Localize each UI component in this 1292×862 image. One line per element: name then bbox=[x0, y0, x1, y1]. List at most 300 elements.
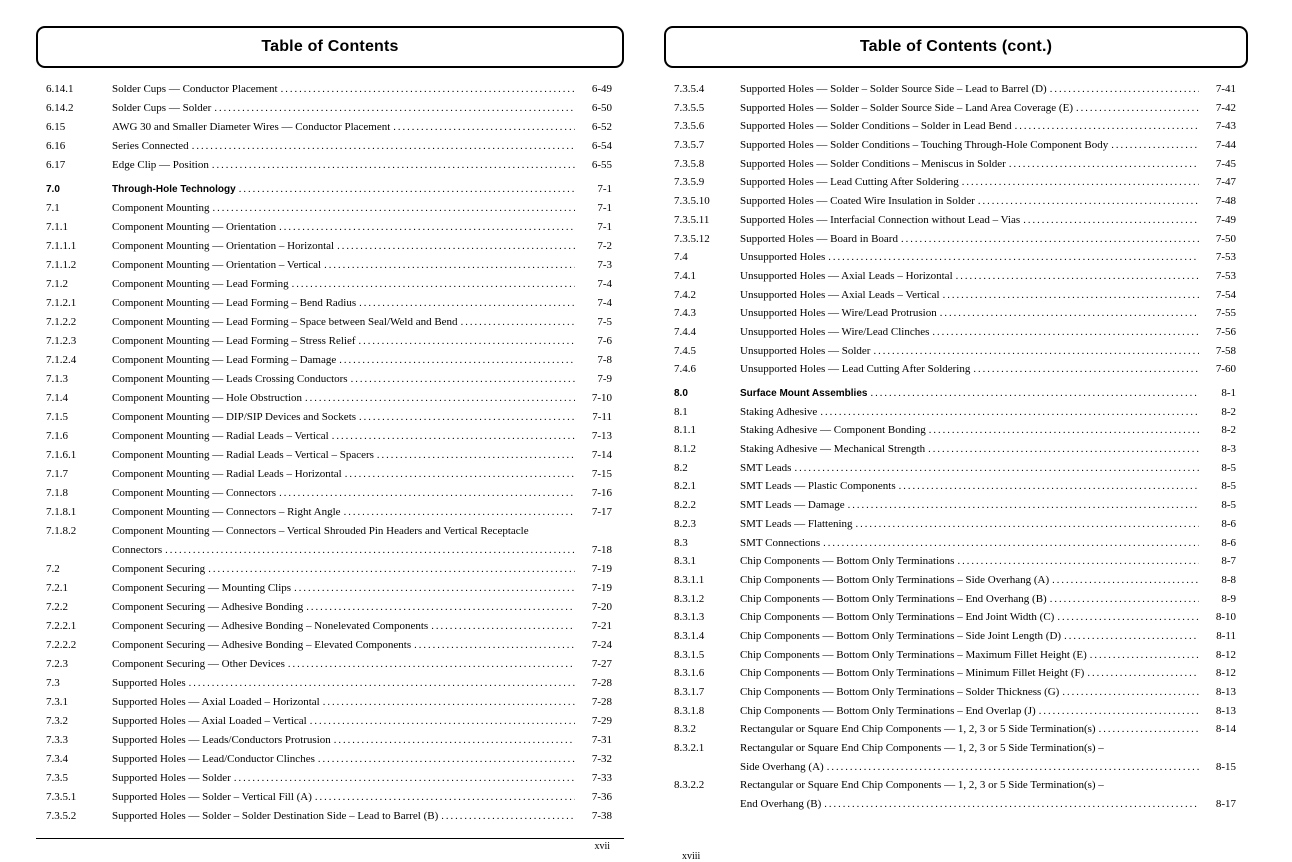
dot-leader bbox=[1099, 720, 1199, 740]
toc-entry-number: 7.2.2.2 bbox=[46, 639, 77, 651]
dot-leader bbox=[940, 304, 1199, 324]
toc-entry-page: 7-19 bbox=[591, 582, 612, 594]
toc-entry-page: 8-12 bbox=[1215, 648, 1236, 661]
toc-entry bbox=[674, 515, 1236, 534]
toc-entry-title: Solder Cups — Solder bbox=[112, 102, 212, 114]
toc-entry-number: 7.4.4 bbox=[674, 325, 696, 338]
toc-entry bbox=[46, 156, 612, 175]
toc-entry-number: 7.3.3 bbox=[46, 734, 68, 746]
dot-leader bbox=[978, 192, 1199, 212]
toc-entry-title: AWG 30 and Smaller Diameter Wires — Conductor Placement bbox=[112, 121, 391, 133]
toc-entry bbox=[46, 617, 612, 636]
toc-entry-page: 8-11 bbox=[1216, 629, 1236, 642]
toc-entry bbox=[46, 465, 612, 484]
toc-entry-title: Unsupported Holes — Axial Leads – Horizontal bbox=[740, 269, 953, 282]
toc-entry-page: 7-48 bbox=[1215, 195, 1236, 208]
toc-entry bbox=[674, 323, 1236, 342]
dot-leader bbox=[377, 446, 575, 465]
dot-leader bbox=[1052, 571, 1199, 591]
toc-entry-number: 7.4.3 bbox=[674, 307, 696, 320]
toc-entry-title: Chip Components — Bottom Only Terminations – Side Overhang (A) bbox=[740, 573, 1050, 586]
toc-entry-title: Chip Components — Bottom Only Terminations – Minimum Fillet Height (F) bbox=[740, 667, 1085, 680]
toc-entry-number: 8.3.2 bbox=[674, 723, 696, 736]
page-title: Table of Contents bbox=[36, 26, 624, 68]
toc-entry-number: 7.1.2 bbox=[46, 278, 68, 290]
toc-entry-number: 6.17 bbox=[46, 159, 66, 171]
toc-entry bbox=[46, 769, 612, 788]
dot-leader bbox=[901, 230, 1199, 250]
toc-entry-page: 6-50 bbox=[591, 102, 612, 114]
toc-entry bbox=[46, 137, 612, 156]
toc-entry-number: 8.3.1.3 bbox=[674, 611, 705, 624]
page-number-right: xviii bbox=[682, 851, 701, 862]
toc-entry-title: Component Mounting — Connectors – Right Angle bbox=[112, 506, 341, 518]
toc-entry-page: 7-28 bbox=[591, 696, 612, 708]
toc-entry-page: 8-7 bbox=[1221, 555, 1236, 568]
toc-entry bbox=[674, 646, 1236, 665]
dot-leader bbox=[234, 769, 575, 788]
toc-entry-title: Unsupported Holes — Wire/Lead Protrusion bbox=[740, 307, 937, 320]
toc-entry-page: 7-54 bbox=[1215, 288, 1236, 301]
toc-entry bbox=[674, 608, 1236, 627]
toc-entry-title: SMT Leads — Damage bbox=[740, 499, 845, 512]
dot-leader bbox=[212, 199, 575, 218]
toc-entry-number: 8.3.1.4 bbox=[674, 629, 705, 642]
toc-entry-number: 7.2.1 bbox=[46, 582, 68, 594]
page-title-cont: Table of Contents (cont.) bbox=[664, 26, 1248, 68]
toc-entry bbox=[46, 807, 612, 826]
toc-entry bbox=[46, 199, 612, 218]
toc-entry-number: 7.1 bbox=[46, 202, 60, 214]
dot-leader bbox=[359, 332, 575, 351]
toc-entry-number: 7.1.8.2 bbox=[46, 525, 77, 537]
toc-entry-title: Staking Adhesive bbox=[740, 405, 818, 418]
dot-leader bbox=[318, 750, 575, 769]
toc-entry-title: Chip Components — Bottom Only Terminations – End Joint Width (C) bbox=[740, 611, 1055, 624]
toc-page-left bbox=[36, 26, 624, 826]
toc-entry bbox=[46, 332, 612, 351]
toc-entry-number: 7.1.8.1 bbox=[46, 506, 77, 518]
toc-entry-number: 6.14.2 bbox=[46, 102, 74, 114]
toc-entry bbox=[674, 683, 1236, 702]
toc-entry bbox=[674, 117, 1236, 136]
toc-entry bbox=[674, 304, 1236, 323]
dot-leader bbox=[1076, 99, 1199, 119]
toc-entry-page: 8-5 bbox=[1221, 461, 1236, 474]
toc-entry-page: 7-20 bbox=[591, 601, 612, 613]
toc-entry-number: 7.3.5.8 bbox=[674, 157, 705, 170]
toc-entry-page: 8-15 bbox=[1215, 760, 1236, 773]
toc-entry-title: Through-Hole Technology bbox=[112, 184, 236, 195]
toc-entry bbox=[46, 294, 612, 313]
toc-entry bbox=[674, 211, 1236, 230]
toc-entry bbox=[674, 627, 1236, 646]
toc-entry bbox=[674, 477, 1236, 496]
toc-entry-number: 8.3.1.8 bbox=[674, 704, 705, 717]
toc-entry-number: 7.1.2.3 bbox=[46, 335, 77, 347]
toc-entry-page: 7-18 bbox=[591, 544, 612, 556]
toc-entry-title: Connectors bbox=[112, 544, 163, 556]
toc-entry-title: SMT Connections bbox=[740, 536, 821, 549]
toc-entry-number: 7.2.2 bbox=[46, 601, 68, 613]
toc-entry-page: 6-54 bbox=[591, 140, 612, 152]
dot-leader bbox=[1009, 155, 1199, 175]
dot-leader bbox=[359, 294, 575, 313]
toc-entry-title: Supported Holes — Solder bbox=[112, 772, 231, 784]
toc-entry-title: Supported Holes — Interfacial Connection without Lead – Vias bbox=[740, 213, 1021, 226]
toc-entry-page: 8-17 bbox=[1215, 798, 1236, 811]
toc-entry-page: 7-43 bbox=[1215, 120, 1236, 133]
toc-entry-title: Rectangular or Square End Chip Components — 1, 2, 3 or 5 Side Termination(s) bbox=[740, 723, 1096, 736]
toc-entry-page: 8-6 bbox=[1221, 517, 1236, 530]
toc-entry-number: 8.0 bbox=[674, 388, 688, 399]
toc-entry-title: Unsupported Holes — Wire/Lead Clinches bbox=[740, 325, 930, 338]
toc-entry-page: 7-47 bbox=[1215, 176, 1236, 189]
dot-leader bbox=[359, 408, 575, 427]
dot-leader bbox=[932, 323, 1199, 343]
toc-entry-page: 7-56 bbox=[1215, 325, 1236, 338]
toc-entry bbox=[46, 118, 612, 137]
toc-entry-page: 7-27 bbox=[591, 658, 612, 670]
toc-entry bbox=[674, 496, 1236, 515]
toc-entry-number: 7.0 bbox=[46, 184, 60, 195]
toc-entry-number: 7.1.2.4 bbox=[46, 354, 77, 366]
toc-entry-page: 8-9 bbox=[1221, 592, 1236, 605]
dot-leader bbox=[344, 503, 575, 522]
toc-entry-title: Rectangular or Square End Chip Components — 1, 2, 3 or 5 Side Termination(s) – bbox=[740, 742, 1104, 755]
toc-entry bbox=[674, 590, 1236, 609]
dot-leader bbox=[856, 515, 1199, 535]
toc-entry-page: 8-14 bbox=[1215, 723, 1236, 736]
dot-leader bbox=[956, 267, 1199, 287]
toc-entry-title: Component Mounting — Lead Forming – Space between Seal/Weld and Bend bbox=[112, 316, 458, 328]
dot-leader bbox=[214, 99, 575, 118]
toc-entry-page: 7-33 bbox=[591, 772, 612, 784]
dot-leader bbox=[1062, 683, 1199, 703]
toc-entry-title: Supported Holes — Solder – Solder Source Side – Lead to Barrel (D) bbox=[740, 83, 1047, 95]
toc-entry bbox=[46, 370, 612, 389]
toc-entry-page: 7-24 bbox=[591, 639, 612, 651]
toc-entry-title: Unsupported Holes — Solder bbox=[740, 344, 871, 357]
toc-entry-number: 7.4.1 bbox=[674, 269, 696, 282]
dot-leader bbox=[345, 465, 575, 484]
toc-entry bbox=[46, 80, 612, 99]
toc-entry-page: 7-28 bbox=[591, 677, 612, 689]
toc-entry-number: 7.3.5.11 bbox=[674, 213, 710, 226]
toc-entry-title: Supported Holes — Coated Wire Insulation in Solder bbox=[740, 195, 975, 208]
toc-entry-number: 7.1.8 bbox=[46, 487, 68, 499]
toc-entry-number: 7.1.7 bbox=[46, 468, 68, 480]
toc-list bbox=[36, 80, 624, 826]
dot-leader bbox=[873, 342, 1199, 362]
toc-entry bbox=[674, 248, 1236, 267]
toc-entry-title: Component Mounting — Hole Obstruction bbox=[112, 392, 303, 404]
toc-entry-number: 7.1.1.1 bbox=[46, 240, 77, 252]
toc-entry-title: End Overhang (B) bbox=[740, 798, 822, 811]
toc-entry-title: Component Mounting — Connectors bbox=[112, 487, 277, 499]
toc-entry-number: 8.2.3 bbox=[674, 517, 696, 530]
toc-entry-page: 7-19 bbox=[591, 563, 612, 575]
toc-entry-title: Series Connected bbox=[112, 140, 189, 152]
dot-leader bbox=[339, 351, 575, 370]
dot-leader bbox=[281, 80, 575, 99]
toc-entry-title: Component Mounting — Orientation – Horizontal bbox=[112, 240, 335, 252]
toc-entry-number: 7.1.1 bbox=[46, 221, 68, 233]
toc-entry-page: 8-6 bbox=[1221, 536, 1236, 549]
toc-entry-number: 8.3.2.2 bbox=[674, 779, 705, 792]
toc-entry-page: 7-41 bbox=[1215, 83, 1236, 95]
toc-entry-number: 7.1.1.2 bbox=[46, 259, 77, 271]
toc-entry-title: Component Mounting — Lead Forming – Stress Relief bbox=[112, 335, 356, 347]
toc-entry bbox=[46, 674, 612, 693]
toc-entry-page: 7-8 bbox=[597, 354, 612, 366]
dot-leader bbox=[212, 156, 575, 175]
toc-entry bbox=[674, 534, 1236, 553]
toc-entry bbox=[674, 384, 1236, 403]
dot-leader bbox=[337, 237, 575, 256]
toc-entry-page: 7-45 bbox=[1215, 157, 1236, 170]
toc-entry-title: Unsupported Holes bbox=[740, 251, 826, 264]
toc-entry-page: 7-58 bbox=[1215, 344, 1236, 357]
toc-page-right bbox=[664, 26, 1248, 814]
dot-leader bbox=[288, 655, 575, 674]
toc-entry-number: 7.3.5.7 bbox=[674, 139, 705, 152]
toc-entry-number: 7.3.5.4 bbox=[674, 83, 705, 95]
toc-entry bbox=[46, 408, 612, 427]
toc-entry-page: 7-44 bbox=[1215, 139, 1236, 152]
toc-entry-number: 7.1.5 bbox=[46, 411, 68, 423]
toc-entry-page: 7-17 bbox=[591, 506, 612, 518]
dot-leader bbox=[1050, 80, 1199, 100]
toc-entry-title: Supported Holes — Axial Loaded – Horizontal bbox=[112, 696, 320, 708]
toc-entry-title: SMT Leads — Plastic Components bbox=[740, 480, 896, 493]
toc-entry-number: 8.3.1.5 bbox=[674, 648, 705, 661]
dot-leader bbox=[1050, 590, 1199, 610]
toc-entry-title: Chip Components — Bottom Only Terminations bbox=[740, 555, 955, 568]
toc-entry-page: 7-10 bbox=[591, 392, 612, 404]
toc-entry-page: 6-55 bbox=[591, 159, 612, 171]
dot-leader bbox=[165, 541, 575, 560]
toc-entry-title: Component Mounting — Orientation – Vertical bbox=[112, 259, 322, 271]
toc-entry-title: Unsupported Holes — Lead Cutting After Soldering bbox=[740, 363, 971, 376]
dot-leader bbox=[393, 118, 575, 137]
toc-entry-page: 8-13 bbox=[1215, 686, 1236, 698]
toc-entry-page: 7-2 bbox=[597, 240, 612, 252]
toc-entry-title: SMT Leads — Flattening bbox=[740, 517, 853, 530]
toc-entry bbox=[46, 446, 612, 465]
toc-entry-number: 8.3.1.1 bbox=[674, 573, 705, 586]
toc-entry-title: Chip Components — Bottom Only Terminations – Side Joint Length (D) bbox=[740, 629, 1062, 642]
toc-entry bbox=[46, 313, 612, 332]
dot-leader bbox=[823, 534, 1199, 554]
toc-entry-page: 8-1 bbox=[1221, 387, 1236, 399]
toc-entry-title: Solder Cups — Conductor Placement bbox=[112, 83, 278, 95]
toc-entry bbox=[46, 389, 612, 408]
dot-leader bbox=[305, 389, 575, 408]
toc-entry-title: Component Mounting — Radial Leads – Vertical – Spacers bbox=[112, 449, 374, 461]
toc-entry-page: 7-38 bbox=[591, 810, 612, 822]
toc-entry bbox=[674, 192, 1236, 211]
toc-entry-number: 7.3.5 bbox=[46, 772, 68, 784]
toc-entry-number: 7.2 bbox=[46, 563, 60, 575]
toc-entry-title: Component Securing bbox=[112, 563, 206, 575]
toc-entry-number: 7.3.5.10 bbox=[674, 195, 710, 208]
toc-entry bbox=[46, 503, 612, 522]
dot-leader bbox=[1023, 211, 1199, 231]
toc-entry-continuation bbox=[674, 795, 1236, 814]
toc-entry-number: 7.1.2.2 bbox=[46, 316, 77, 328]
toc-entry-title: Component Mounting — Orientation bbox=[112, 221, 277, 233]
toc-entry-title: Supported Holes bbox=[112, 677, 186, 689]
toc-entry-number: 7.4.5 bbox=[674, 344, 696, 357]
toc-entry bbox=[674, 421, 1236, 440]
toc-entry-page: 8-3 bbox=[1221, 443, 1236, 456]
dot-leader bbox=[928, 440, 1199, 460]
dot-leader bbox=[323, 693, 575, 712]
toc-entry-number: 7.2.3 bbox=[46, 658, 68, 670]
footer-divider bbox=[36, 838, 624, 839]
toc-entry-title: Chip Components — Bottom Only Terminations – Solder Thickness (G) bbox=[740, 686, 1060, 698]
toc-entry-title: Component Mounting — DIP/SIP Devices and Sockets bbox=[112, 411, 357, 423]
toc-entry-page: 7-14 bbox=[591, 449, 612, 461]
toc-entry-page: 8-5 bbox=[1221, 499, 1236, 512]
toc-entry-title: Supported Holes — Solder – Solder Destination Side – Lead to Barrel (B) bbox=[112, 810, 439, 822]
toc-entry-title: Unsupported Holes — Axial Leads – Vertical bbox=[740, 288, 940, 301]
toc-entry bbox=[46, 218, 612, 237]
toc-entry-page: 7-31 bbox=[591, 734, 612, 746]
dot-leader bbox=[279, 218, 575, 237]
toc-entry-number: 8.3.1 bbox=[674, 555, 696, 568]
toc-entry-continuation bbox=[46, 541, 612, 560]
toc-entry-number: 8.3 bbox=[674, 536, 688, 549]
dot-leader bbox=[208, 560, 575, 579]
toc-entry-page: 8-10 bbox=[1215, 611, 1236, 624]
toc-entry bbox=[674, 403, 1236, 422]
toc-entry bbox=[674, 267, 1236, 286]
toc-entry-page: 7-1 bbox=[597, 221, 612, 233]
toc-entry-page: 7-5 bbox=[597, 316, 612, 328]
toc-entry-title: Surface Mount Assemblies bbox=[740, 388, 868, 399]
dot-leader bbox=[294, 579, 575, 598]
toc-entry-number: 8.3.2.1 bbox=[674, 742, 705, 755]
toc-entry-number: 8.1.2 bbox=[674, 443, 696, 456]
toc-entry-number: 8.1.1 bbox=[674, 424, 696, 437]
toc-entry bbox=[674, 664, 1236, 683]
toc-entry-title: Component Mounting — Radial Leads – Horizontal bbox=[112, 468, 342, 480]
dot-leader bbox=[461, 313, 575, 332]
dot-leader bbox=[310, 712, 575, 731]
toc-entry-number: 7.1.2.1 bbox=[46, 297, 77, 309]
page-number-left: xvii bbox=[594, 841, 610, 852]
toc-entry-title: Component Mounting — Leads Crossing Conductors bbox=[112, 373, 348, 385]
toc-entry bbox=[674, 440, 1236, 459]
dot-leader bbox=[315, 788, 575, 807]
toc-entry-page: 7-42 bbox=[1215, 101, 1236, 114]
dot-leader bbox=[292, 275, 575, 294]
toc-entry bbox=[46, 788, 612, 807]
toc-entry bbox=[674, 459, 1236, 478]
toc-entry-page: 7-1 bbox=[597, 183, 612, 195]
toc-entry-title: Component Mounting — Radial Leads – Vertical bbox=[112, 430, 329, 442]
toc-entry-title: Component Securing — Adhesive Bonding bbox=[112, 601, 304, 613]
dot-leader bbox=[828, 248, 1199, 268]
toc-entry-number: 7.3.2 bbox=[46, 715, 68, 727]
toc-entry-number: 7.3.4 bbox=[46, 753, 68, 765]
toc-entry-number: 8.2 bbox=[674, 461, 688, 474]
toc-entry-page: 7-9 bbox=[597, 373, 612, 385]
dot-leader bbox=[441, 807, 575, 826]
dot-leader bbox=[962, 173, 1199, 193]
toc-entry-title: Chip Components — Bottom Only Terminations – Maximum Fillet Height (E) bbox=[740, 648, 1087, 661]
toc-entry-number: 7.3.5.6 bbox=[674, 120, 705, 133]
toc-entry-title: Component Mounting — Lead Forming bbox=[112, 278, 289, 290]
toc-entry-page: 7-4 bbox=[597, 297, 612, 309]
toc-entry bbox=[46, 579, 612, 598]
toc-entry-continuation bbox=[674, 758, 1236, 777]
dot-leader bbox=[332, 427, 575, 446]
toc-entry bbox=[46, 712, 612, 731]
toc-entry-number: 8.1 bbox=[674, 405, 688, 418]
toc-entry-number: 7.3.5.12 bbox=[674, 232, 710, 245]
dot-leader bbox=[189, 674, 575, 693]
toc-entry bbox=[46, 693, 612, 712]
toc-entry-title: Staking Adhesive — Component Bonding bbox=[740, 424, 926, 437]
toc-entry bbox=[674, 360, 1236, 379]
toc-entry-page: 8-5 bbox=[1221, 480, 1236, 493]
toc-entry-title: Component Securing — Other Devices bbox=[112, 658, 285, 670]
toc-entry-number: 7.4.2 bbox=[674, 288, 696, 301]
toc-list bbox=[664, 80, 1248, 814]
toc-entry bbox=[674, 136, 1236, 155]
toc-entry bbox=[674, 739, 1236, 758]
toc-entry-title: Supported Holes — Solder – Vertical Fill (A) bbox=[112, 791, 312, 803]
toc-entry bbox=[46, 522, 612, 541]
toc-entry-number: 7.3.5.2 bbox=[46, 810, 77, 822]
toc-entry-title: Component Mounting — Lead Forming – Bend Radius bbox=[112, 297, 357, 309]
toc-entry-number: 7.3.5.5 bbox=[674, 101, 705, 114]
toc-entry bbox=[46, 731, 612, 750]
dot-leader bbox=[414, 636, 575, 655]
toc-entry-page: 7-53 bbox=[1215, 269, 1236, 282]
toc-entry-page: 7-29 bbox=[591, 715, 612, 727]
dot-leader bbox=[1015, 117, 1199, 137]
toc-entry-page: 8-2 bbox=[1221, 405, 1236, 418]
toc-entry-title: Supported Holes — Board in Board bbox=[740, 232, 898, 245]
dot-leader bbox=[334, 731, 575, 750]
toc-entry-title: Supported Holes — Lead Cutting After Soldering bbox=[740, 176, 959, 189]
toc-entry-title: Component Mounting bbox=[112, 202, 210, 214]
toc-entry bbox=[674, 571, 1236, 590]
toc-entry-number: 7.1.6.1 bbox=[46, 449, 77, 461]
toc-entry-page: 7-6 bbox=[597, 335, 612, 347]
dot-leader bbox=[431, 617, 575, 636]
toc-entry-title: Component Securing — Mounting Clips bbox=[112, 582, 292, 594]
dot-leader bbox=[848, 496, 1199, 516]
toc-entry-page: 7-49 bbox=[1215, 213, 1236, 226]
toc-entry-number: 7.3.5.9 bbox=[674, 176, 705, 189]
toc-entry bbox=[46, 598, 612, 617]
dot-leader bbox=[1087, 664, 1199, 684]
toc-entry-page: 7-4 bbox=[597, 278, 612, 290]
dot-leader bbox=[239, 180, 575, 199]
dot-leader bbox=[279, 484, 575, 503]
toc-entry-title: Component Mounting — Connectors – Vertical Shrouded Pin Headers and Vertical Receptacle bbox=[112, 525, 529, 537]
toc-entry-page: 8-12 bbox=[1215, 667, 1236, 680]
toc-entry-number: 7.3.5.1 bbox=[46, 791, 77, 803]
dot-leader bbox=[973, 360, 1199, 380]
toc-entry-number: 7.1.3 bbox=[46, 373, 68, 385]
dot-leader bbox=[824, 795, 1199, 815]
